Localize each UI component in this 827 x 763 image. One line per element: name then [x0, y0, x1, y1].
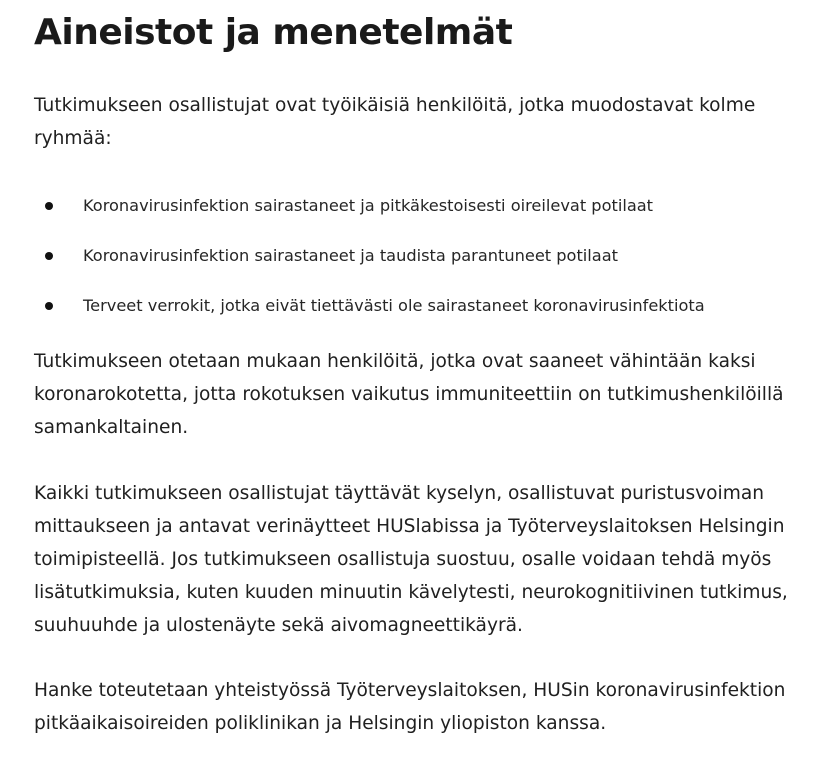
participant-groups-list: [34, 189, 804, 339]
list-item: [34, 289, 804, 339]
inclusion-line-2: koronarokotetta, jotta rokotuksen vaikutus immuniteettiin on tutkimushenkilöillä: [34, 384, 784, 405]
collaboration-paragraph: [34, 674, 804, 740]
bullet-icon: [45, 302, 53, 310]
procedures-line-4: lisätutkimuksia, kuten kuuden minuutin kävelytesti, neurokognitiivinen tutkimus,: [34, 582, 788, 603]
list-item: [34, 239, 804, 289]
list-item-text: Terveet verrokit, jotka eivät tiettävästi ole sairastaneet koronavirusinfektiota: [83, 296, 705, 315]
procedures-line-3: toimipisteellä. Jos tutkimukseen osallistuja suostuu, osalle voidaan tehdä myös: [34, 549, 772, 570]
inclusion-line-1: Tutkimukseen otetaan mukaan henkilöitä, jotka ovat saaneet vähintään kaksi: [34, 351, 756, 372]
collaboration-line-1: Hanke toteutetaan yhteistyössä Työterveyslaitoksen, HUSin koronavirusinfektion: [34, 680, 786, 701]
intro-line-1: Tutkimukseen osallistujat ovat työikäisiä henkilöitä, jotka muodostavat kolme: [34, 95, 756, 116]
inclusion-line-3: samankaltainen.: [34, 417, 189, 438]
collaboration-line-2: pitkäaikaisoireiden poliklinikan ja Helsingin yliopiston kanssa.: [34, 713, 607, 734]
procedures-line-5: suuhuuhde ja ulostenäyte sekä aivomagneettikäyrä.: [34, 615, 523, 636]
section-heading: Aineistot ja menetelmät: [34, 12, 513, 53]
list-item-text: Koronavirusinfektion sairastaneet ja taudista parantuneet potilaat: [83, 246, 618, 265]
bullet-icon: [45, 202, 53, 210]
procedures-line-1: Kaikki tutkimukseen osallistujat täyttävät kyselyn, osallistuvat puristusvoiman: [34, 483, 765, 504]
intro-line-2: ryhmää:: [34, 128, 112, 149]
list-item-text: Koronavirusinfektion sairastaneet ja pitkäkestoisesti oireilevat potilaat: [83, 196, 654, 215]
intro-paragraph: [34, 89, 804, 155]
bullet-icon: [45, 252, 53, 260]
inclusion-paragraph: [34, 345, 804, 444]
list-item: [34, 189, 804, 239]
procedures-line-2: mittaukseen ja antavat verinäytteet HUSlabissa ja Työterveyslaitoksen Helsingin: [34, 516, 785, 537]
procedures-paragraph: [34, 477, 804, 642]
